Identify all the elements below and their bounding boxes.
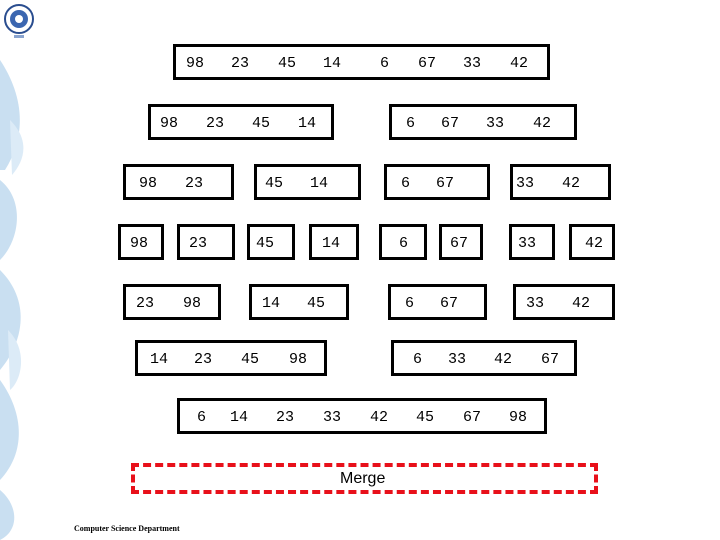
decorative-border <box>0 0 60 540</box>
cell-value: 33 <box>323 409 342 426</box>
cell-value: 23 <box>185 175 204 192</box>
cell-value: 67 <box>541 351 560 368</box>
merge-label: Merge <box>340 470 386 487</box>
cell-value: 23 <box>194 351 213 368</box>
cell-value: 14 <box>323 55 342 72</box>
merged-pair <box>249 284 349 320</box>
cell-value: 6 <box>380 55 390 72</box>
cell-value: 67 <box>463 409 482 426</box>
cell-value: 45 <box>278 55 297 72</box>
array-quarter-3 <box>384 164 490 200</box>
cell-value: 14 <box>298 115 317 132</box>
element-cell <box>509 224 555 260</box>
cell-value: 67 <box>436 175 455 192</box>
cell-value: 67 <box>418 55 437 72</box>
cell-value: 42 <box>572 295 591 312</box>
array-quarter-2 <box>254 164 361 200</box>
cell-value: 23 <box>206 115 225 132</box>
cell-value: 98 <box>130 235 149 252</box>
cell-value: 67 <box>450 235 469 252</box>
cell-value: 42 <box>510 55 529 72</box>
cell-value: 42 <box>562 175 581 192</box>
cell-value: 98 <box>289 351 308 368</box>
element-cell <box>247 224 295 260</box>
array-row-1 <box>173 44 550 80</box>
cell-value: 45 <box>265 175 284 192</box>
cell-value: 98 <box>509 409 528 426</box>
cell-value: 42 <box>585 235 604 252</box>
array-quarter-1 <box>123 164 234 200</box>
cell-value: 23 <box>276 409 295 426</box>
cell-value: 23 <box>189 235 208 252</box>
element-cell <box>379 224 427 260</box>
cell-value: 33 <box>518 235 537 252</box>
element-cell <box>569 224 615 260</box>
cell-value: 14 <box>310 175 329 192</box>
merged-pair <box>513 284 615 320</box>
element-cell <box>118 224 164 260</box>
cell-value: 98 <box>186 55 205 72</box>
cell-value: 98 <box>183 295 202 312</box>
element-cell <box>439 224 483 260</box>
cell-value: 6 <box>413 351 423 368</box>
cell-value: 33 <box>486 115 505 132</box>
cell-value: 98 <box>160 115 179 132</box>
merged-pair <box>388 284 487 320</box>
cell-value: 33 <box>463 55 482 72</box>
cell-value: 6 <box>406 115 416 132</box>
cell-value: 45 <box>252 115 271 132</box>
cell-value: 67 <box>440 295 459 312</box>
cell-value: 6 <box>197 409 207 426</box>
cell-value: 42 <box>533 115 552 132</box>
footer-text: Computer Science Department <box>74 524 180 533</box>
array-quarter-4 <box>510 164 611 200</box>
cell-value: 14 <box>322 235 341 252</box>
cell-value: 45 <box>416 409 435 426</box>
merged-quad <box>135 340 327 376</box>
cell-value: 14 <box>262 295 281 312</box>
cell-value: 23 <box>231 55 250 72</box>
cell-value: 14 <box>150 351 169 368</box>
array-half-right <box>389 104 577 140</box>
cell-value: 33 <box>516 175 535 192</box>
merged-pair <box>123 284 221 320</box>
cell-value: 98 <box>139 175 158 192</box>
cell-value: 67 <box>441 115 460 132</box>
element-cell <box>309 224 359 260</box>
cell-value: 33 <box>448 351 467 368</box>
cell-value: 42 <box>370 409 389 426</box>
cell-value: 23 <box>136 295 155 312</box>
element-cell <box>177 224 235 260</box>
cell-value: 6 <box>399 235 409 252</box>
cell-value: 45 <box>307 295 326 312</box>
cell-value: 14 <box>230 409 249 426</box>
cell-value: 42 <box>494 351 513 368</box>
cell-value: 6 <box>405 295 415 312</box>
array-half-left <box>148 104 334 140</box>
cell-value: 6 <box>401 175 411 192</box>
university-seal-icon <box>2 2 36 42</box>
merged-quad <box>391 340 577 376</box>
cell-value: 45 <box>241 351 260 368</box>
cell-value: 33 <box>526 295 545 312</box>
cell-value: 45 <box>256 235 275 252</box>
sorted-array <box>177 398 547 434</box>
